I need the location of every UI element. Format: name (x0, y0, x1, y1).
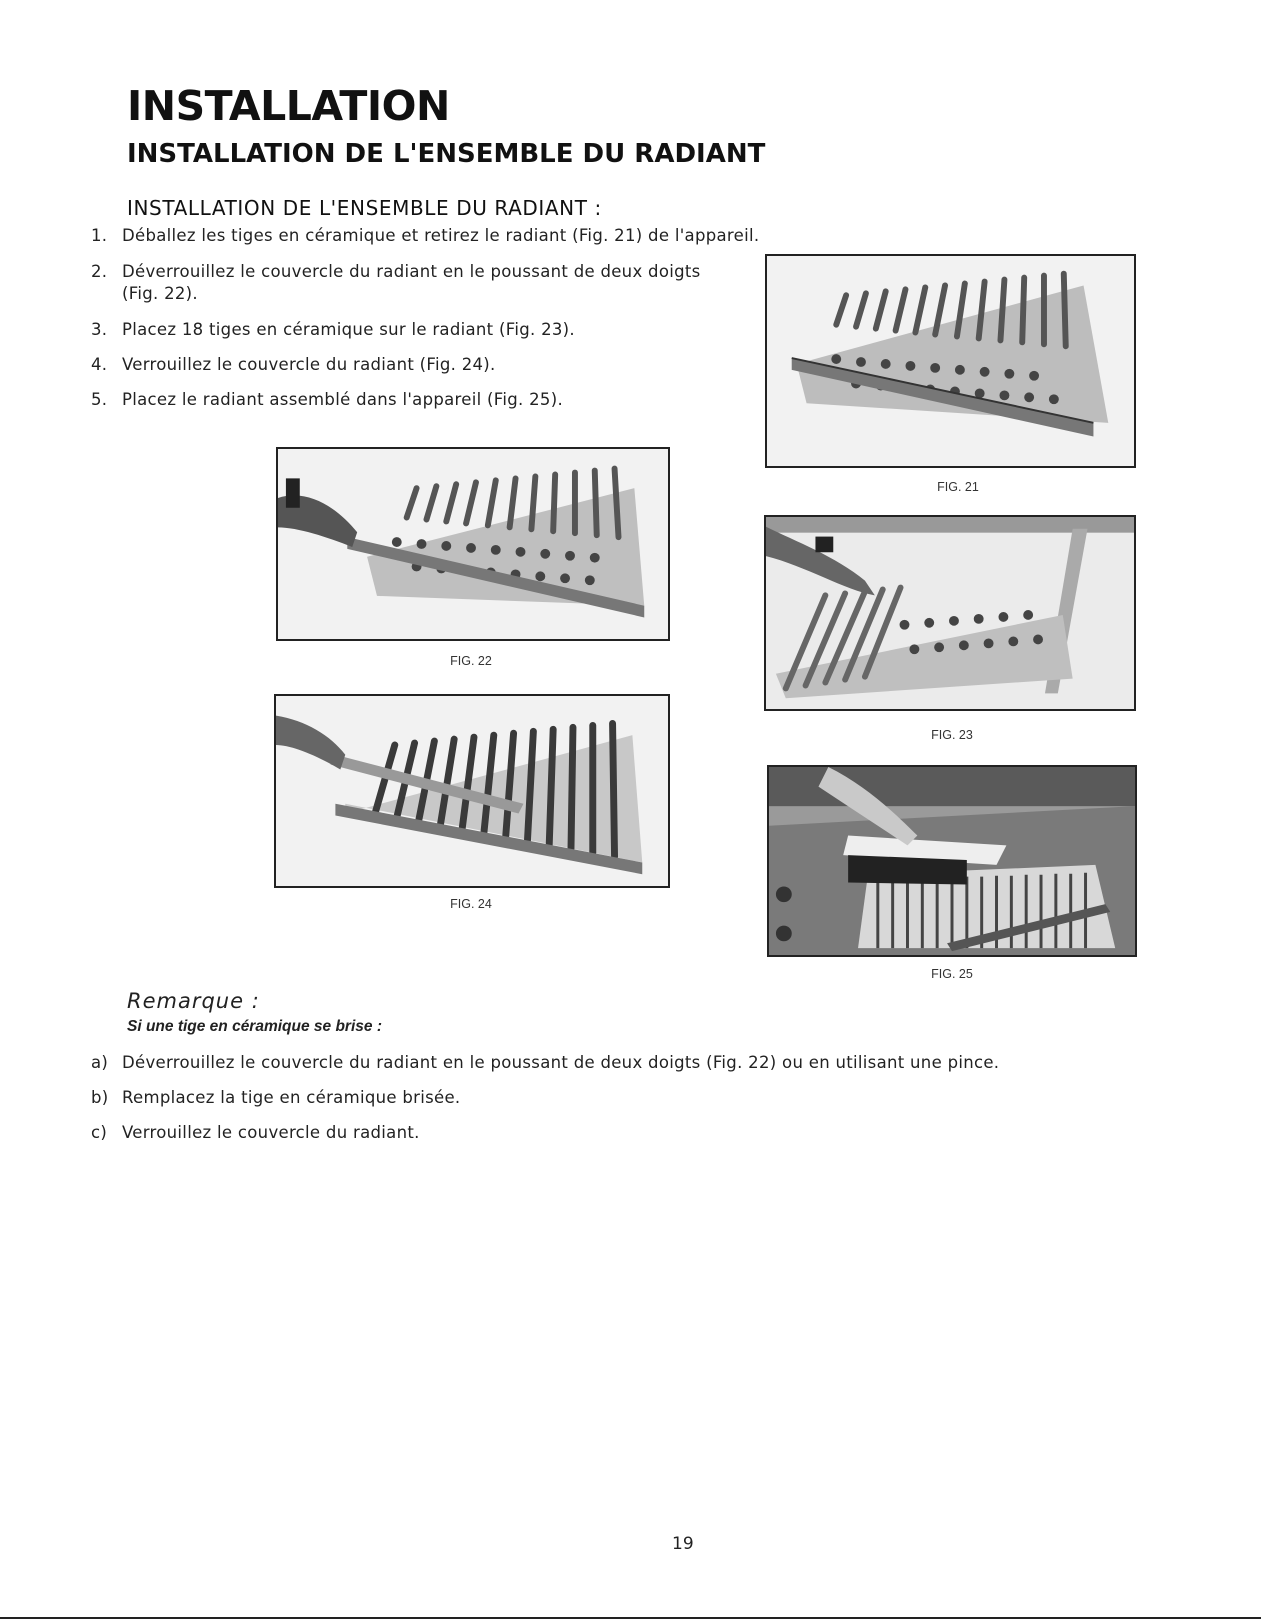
figure-23-caption: FIG. 23 (931, 728, 973, 742)
note-item-letter: c) (91, 1123, 108, 1142)
note-item-b (91, 1087, 1191, 1109)
figure-24-image (274, 694, 670, 888)
page-title: INSTALLATION (127, 82, 450, 130)
note-item-letter: a) (91, 1053, 109, 1072)
figure-21-image (765, 254, 1136, 468)
note-item-a (91, 1052, 1191, 1074)
step-4 (91, 354, 731, 376)
step-number: 3. (91, 320, 108, 339)
bottom-rule (0, 1617, 1261, 1619)
step-text: Déballez les tiges en céramique et retirez le radiant (Fig. 21) de l'appareil. (122, 226, 760, 245)
step-text: Déverrouillez le couvercle du radiant en le poussant de deux doigts (122, 262, 701, 281)
figure-25-caption: FIG. 25 (931, 967, 973, 981)
note-subtitle: Si une tige en céramique se brise : (127, 1018, 382, 1035)
step-number: 4. (91, 355, 108, 374)
note-item-text: Remplacez la tige en céramique brisée. (122, 1088, 461, 1107)
figure-22-caption: FIG. 22 (450, 654, 492, 668)
figure-23-image (764, 515, 1136, 711)
step-text: Placez le radiant assemblé dans l'appareil (Fig. 25). (122, 390, 563, 409)
note-item-text: Verrouillez le couvercle du radiant. (122, 1123, 420, 1142)
step-number: 5. (91, 390, 108, 409)
step-text: Placez 18 tiges en céramique sur le radiant (Fig. 23). (122, 320, 575, 339)
step-text-continued: (Fig. 22). (122, 284, 198, 303)
note-title: Remarque : (127, 989, 260, 1013)
section-heading: INSTALLATION DE L'ENSEMBLE DU RADIANT : (127, 196, 602, 220)
page-number: 19 (672, 1534, 694, 1554)
step-text: Verrouillez le couvercle du radiant (Fig. 24). (122, 355, 496, 374)
step-2 (91, 261, 731, 305)
step-number: 1. (91, 226, 108, 245)
note-item-letter: b) (91, 1088, 109, 1107)
step-5 (91, 389, 731, 411)
step-number: 2. (91, 262, 108, 281)
page-subtitle: INSTALLATION DE L'ENSEMBLE DU RADIANT (127, 139, 766, 169)
figure-25-image (767, 765, 1137, 957)
note-item-c (91, 1122, 1191, 1144)
figure-22-image (276, 447, 670, 641)
figure-24-caption: FIG. 24 (450, 897, 492, 911)
figure-21-caption: FIG. 21 (937, 480, 979, 494)
step-3 (91, 319, 731, 341)
step-1 (91, 225, 791, 247)
note-item-text: Déverrouillez le couvercle du radiant en le poussant de deux doigts (Fig. 22) ou en utilisant une pince. (122, 1053, 1000, 1072)
